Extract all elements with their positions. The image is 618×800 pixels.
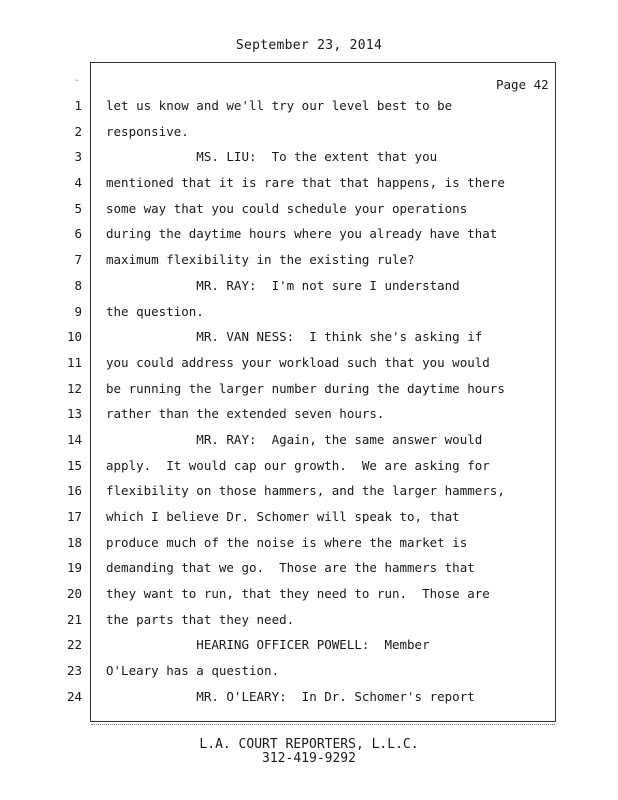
transcript-line: MR. RAY: Again, the same answer would [106,431,483,447]
transcript-line: be running the larger number during the daytime hours [106,380,505,396]
transcript-line: flexibility on those hammers, and the larger hammers, [106,483,505,499]
line-number: 12 [66,380,82,396]
transcript-line: produce much of the noise is where the market is [106,534,468,550]
transcript-line: some way that you could schedule your operations [106,200,468,216]
transcript-line: rather than the extended seven hours. [106,406,385,422]
line-number: 2 [74,123,82,139]
line-number: 19 [66,560,82,576]
transcript-line: responsive. [106,123,189,139]
line-number: 22 [66,637,82,653]
transcript-line: during the daytime hours where you already have that [106,226,498,242]
transcript-line: you could address your workload such that you would [106,354,490,370]
line-number: 8 [74,277,82,293]
line-number: 13 [66,406,82,422]
line-number: 20 [66,586,82,602]
transcript-line: MR. VAN NESS: I think she's asking if [106,329,483,345]
line-number: 16 [66,483,82,499]
line-number: 18 [66,534,82,550]
transcript-line: maximum flexibility in the existing rule? [106,252,415,268]
transcript-line: apply. It would cap our growth. We are asking for [106,457,490,473]
transcript-line: which I believe Dr. Schomer will speak to, that [106,509,460,524]
line-number: 4 [74,175,82,191]
transcript-line: they want to run, that they need to run. Those are [106,586,490,602]
transcript-line: MR. O'LEARY: In Dr. Schomer's report [106,688,475,704]
line-number: 17 [66,509,82,524]
line-number: 3 [74,149,82,165]
transcript-line: MS. LIU: To the extent that you [106,149,438,165]
court-reporter-name: L.A. COURT REPORTERS, L.L.C. [199,737,419,752]
transcript-line: demanding that we go. Those are the hammers that [106,560,475,576]
line-number: 5 [74,200,82,216]
transcript-text-column [106,97,546,714]
transcript-footer [0,738,618,766]
line-number: 14 [66,431,82,447]
line-number-column [56,97,82,714]
transcript-line: let us know and we'll try our level best to be [106,98,453,113]
transcript-line: MR. RAY: I'm not sure I understand [106,277,460,293]
court-reporter-phone: 312-419-9292 [262,751,356,766]
transcript-line: the question. [106,303,204,319]
line-number: 15 [66,457,82,473]
line-number: 1 [74,98,82,113]
transcript-header-date: September 23, 2014 [235,38,383,53]
line-number: 7 [74,252,82,268]
line-number: 21 [66,611,82,627]
line-number: 9 [74,303,82,319]
transcript-line: O'Leary has a question. [106,663,280,679]
line-number: 10 [66,329,82,345]
margin-tick-mark: . [74,74,80,84]
line-number: 6 [74,226,82,242]
transcript-line: HEARING OFFICER POWELL: Member [106,637,430,653]
transcript-line: mentioned that it is rare that that happens, is there [106,175,505,191]
transcript-line: the parts that they need. [106,611,295,627]
line-number: 24 [66,688,82,704]
line-number: 11 [66,354,82,370]
page-number-label: Page 42 [496,77,549,92]
line-number: 23 [66,663,82,679]
